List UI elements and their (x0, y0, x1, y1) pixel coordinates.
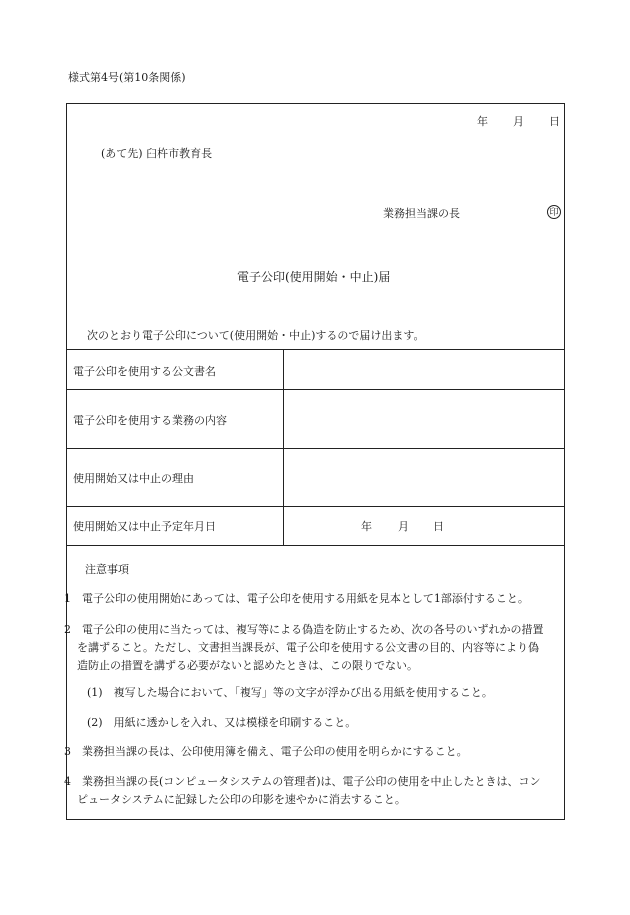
divider (67, 448, 564, 449)
field-label-reason: 使用開始又は中止の理由 (73, 472, 194, 485)
applicant-title: 業務担当課の長 (383, 207, 460, 220)
note-item: 3 業務担当課の長は、公印使用簿を備え、電子公印の使用を明らかにすること。 (64, 745, 468, 758)
form-number: 様式第4号(第10条関係) (68, 71, 186, 84)
divider (67, 506, 564, 507)
statement: 次のとおり電子公印について(使用開始・中止)するので届け出ます。 (87, 329, 425, 342)
note-item: 4 業務担当課の長(コンピュータシステムの管理者)は、電子公印の使用を中止したときは、コンピュータシステムに記録した公印の印影を速やかに消去すること。 (64, 775, 541, 806)
divider (67, 389, 564, 390)
notes-heading: 注意事項 (85, 563, 129, 576)
note-item: 2 電子公印の使用に当たっては、複写等による偽造を防止するため、次の各号のいずれかの措置を講ずること。ただし、文書担当課長が、電子公印を使用する公文書の目的、内容等により偽造防止の措置を講ずる必要がないと認めたときは、この限りでない。 (64, 623, 544, 672)
form-title: 電子公印(使用開始・中止)届 (237, 270, 391, 284)
note-subitem: (1) 複写した場合において、「複写」等の文字が浮かび出る用紙を使用すること。 (87, 686, 493, 699)
note-subitem: (2) 用紙に透かしを入れ、又は模様を印刷すること。 (87, 716, 357, 729)
divider (67, 349, 564, 350)
field-label-scheduled-date: 使用開始又は中止予定年月日 (73, 520, 216, 533)
column-divider (283, 349, 284, 545)
date-month-label: 月 (513, 115, 524, 128)
note-item: 1 電子公印の使用開始にあっては、電子公印を使用する用紙を見本として1部添付すること。 (64, 592, 529, 605)
field-label-business-content: 電子公印を使用する業務の内容 (73, 414, 227, 427)
date-year-label: 年 (477, 115, 488, 128)
scheduled-year-label: 年 (361, 520, 372, 533)
notification-form (66, 103, 565, 820)
addressee: (あて先) 臼杵市教育長 (101, 147, 213, 160)
scheduled-month-label: 月 (398, 520, 409, 533)
divider (67, 545, 564, 546)
date-day-label: 日 (549, 115, 560, 128)
field-label-document-name: 電子公印を使用する公文書名 (73, 365, 216, 378)
seal-mark: 印 (547, 205, 561, 219)
scheduled-day-label: 日 (433, 520, 444, 533)
